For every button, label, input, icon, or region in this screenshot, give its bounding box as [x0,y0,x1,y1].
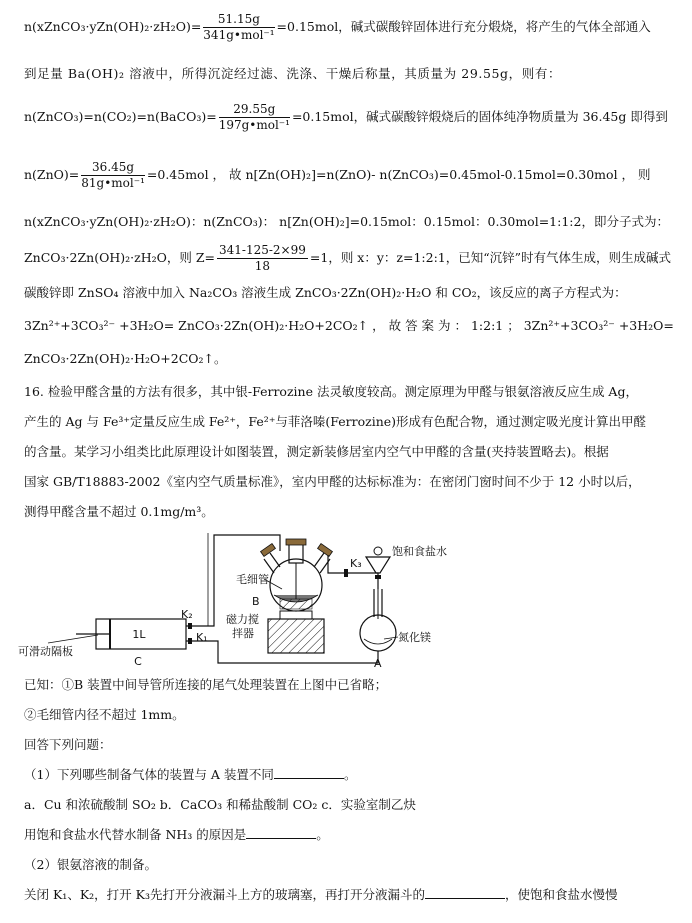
fraction-denominator: 341g•mol⁻¹ [203,28,275,42]
subq2-heading: （2）银氨溶液的制备。 [24,857,157,872]
answer-blank[interactable] [425,886,505,899]
known-line-2: ②毛细管内径不超过 1mm。 [24,707,185,722]
label-k3: K₃ [350,557,362,570]
fraction-numerator: 36.45g [81,160,145,176]
subq1c-line [24,826,329,844]
fraction [217,243,308,274]
fraction-denominator: 18 [254,259,271,273]
subq2-end: ，使饱和食盐水慢慢 [505,887,618,902]
fraction [81,160,145,191]
fraction-denominator: 81g•mol⁻¹ [81,176,145,190]
label-mg3n2: 氮化镁 [398,631,431,644]
answer-heading: 回答下列问题： [24,737,112,752]
q16-line-2: 产生的 Ag 与 Fe³⁺定量反应生成 Fe²⁺，Fe²⁺与菲洛嗪(Ferrozine)形成有色配合物，通过测定吸光度计算出甲醛 [24,414,647,429]
label-b: B [252,595,260,608]
label-k1: K₁ [196,631,208,644]
subq1-options: a．Cu 和浓硫酸制 SO₂ b．CaCO₃ 和稀盐酸制 CO₂ c．实验室制乙炔 [24,797,416,812]
label-stirrer-1: 磁力搅 [226,613,259,626]
calc-line-4 [24,160,651,191]
subq2-line [24,886,618,904]
answer-blank[interactable] [246,826,316,839]
calc-line-9: ZnCO₃·2Zn(OH)₂·H₂O+2CO₂↑。 [24,351,227,366]
subq1c-text: 用饱和食盐水代替水制备 NH₃ 的原因是 [24,827,247,842]
magnetic-stirrer [268,611,324,653]
known-line-1: 已知：①B 装置中间导管所连接的尾气处理装置在上图中已省略； [24,677,388,692]
calc-line-2: 到足量 Ba(OH)₂ 溶液中，所得沉淀经过滤、洗涤、干燥后称量，其质量为 29.55g，则有： [24,66,562,81]
calc-line-3 [24,102,668,133]
calc-line-5: n(xZnCO₃·yZn(OH)₂·zH₂O)：n(ZnCO₃)： n[Zn(OH)₂]=0.15mol：0.15mol：0.30mol=1:1:2，即分子式为： [24,214,669,229]
calc-text: =0.15mol，碱式碳酸锌固体进行充分煅烧，将产生的气体全部通入 [276,19,651,34]
label-capillary: 毛细管 [236,573,269,586]
fraction [203,12,274,43]
fraction-numerator: 341-125-2×99 [219,243,306,257]
fraction-numerator: 51.15g [203,12,274,28]
calc-text: ZnCO₃·2Zn(OH)₂·zH₂O，则 Z= [24,250,215,265]
calc-text: n(ZnO)= [24,167,80,182]
flask-a [360,547,396,651]
subq1-text: （1）下列哪些制备气体的装置与 A 装置不同 [24,767,274,782]
subq1-end: 。 [343,767,357,782]
label-a: A [374,657,382,670]
calc-line-1 [24,12,651,43]
label-stirrer-2: 拌器 [232,627,254,640]
answer-blank[interactable] [274,766,344,779]
label-c: C [134,655,142,668]
q16-line-3: 的含量。某学习小组类比此原理设计如图装置，测定新装修居室内空气中甲醛的含量(夹持装置略去)。根据 [24,444,609,459]
q16-line-4: 国家 GB/T18883-2002《室内空气质量标准》，室内甲醛的达标标准为：在密闭门窗时间不少于 12 小时以后， [24,474,641,489]
label-k2: K₂ [181,608,193,621]
q16-line-1: 16. 检验甲醛含量的方法有很多，其中银-Ferrozine 法灵敏度较高。测定原理为甲醛与银氨溶液反应生成 Ag， [24,384,638,399]
calc-text: n(ZnCO₃)=n(CO₂)=n(BaCO₃)= [24,109,217,124]
subq1-line [24,766,356,784]
q16-line-5: 测得甲醛含量不超过 0.1mg/m³。 [24,504,214,519]
fraction-denominator: 197g•mol⁻¹ [218,118,290,132]
subq2-text: 关闭 K₁、K₂，打开 K₃先打开分液漏斗上方的玻璃塞，再打开分液漏斗的 [24,887,425,902]
calc-line-6 [24,243,671,274]
label-1l: 1L [132,628,146,641]
apparatus-diagram [18,533,478,671]
calc-text: =0.15mol，碱式碳酸锌煅烧后的固体纯净物质量为 36.45g 即得到 [291,109,668,124]
label-brine: 饱和食盐水 [392,545,447,558]
calc-line-7: 碳酸锌即 ZnSO₄ 溶液中加入 Na₂CO₃ 溶液生成 ZnCO₃·2Zn(OH)₂·H₂O 和 CO₂，该反应的离子方程式为： [24,285,627,300]
fraction [219,102,290,133]
calc-text: =1，则 x：y：z=1:2:1，已知“沉锌”时有气体生成，则生成碱式 [309,250,672,265]
flask-b [261,539,333,611]
calc-text: =0.45mol ， 故 n[Zn(OH)₂]=n(ZnO)- n(ZnCO₃)=0.45mol-0.15mol=0.30mol ， 则 [146,167,651,182]
fraction-numerator: 29.55g [219,102,290,118]
calc-text: n(xZnCO₃·yZn(OH)₂·zH₂O)= [24,19,202,34]
label-partition: 可滑动隔板 [18,645,73,658]
syringe-c [76,619,204,668]
subq1c-end: 。 [316,827,329,842]
calc-line-8: 3Zn²⁺+3CO₃²⁻ +3H₂O= ZnCO₃·2Zn(OH)₂·H₂O+2CO₂↑ ， 故 答 案 为 ： 1:2:1 ； 3Zn²⁺+3CO₃²⁻ +3H₂O= [24,318,674,333]
